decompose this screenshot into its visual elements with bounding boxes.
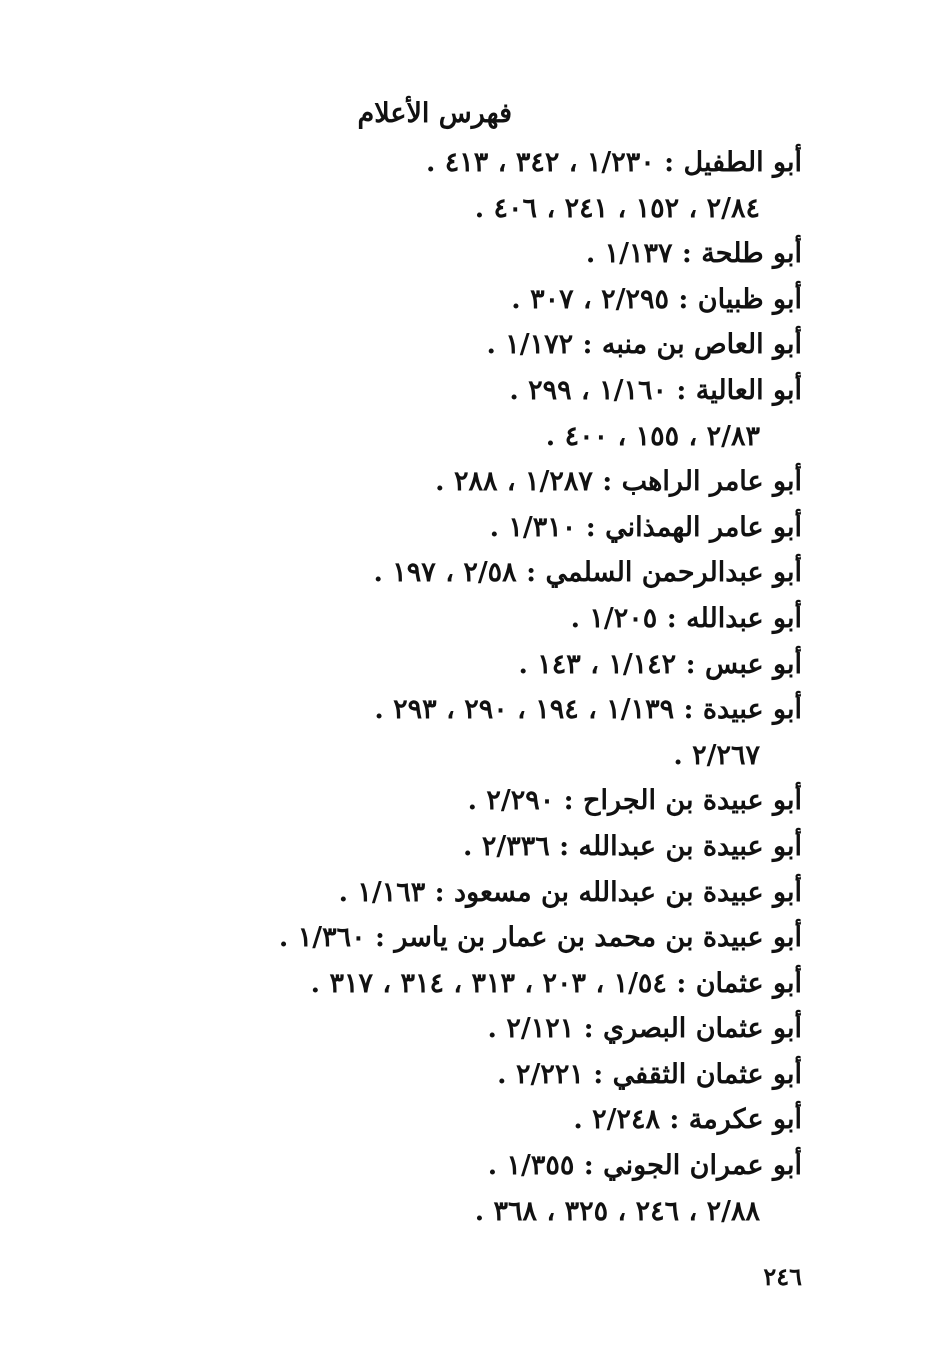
index-entry: أبو ظبيان : ٢/٢٩٥ ، ٣٠٧ . [511,283,802,315]
index-entry-continuation: ٢/٢٦٧ . [673,739,760,771]
index-entry: أبو عبس : ١/١٤٢ ، ١٤٣ . [518,648,802,680]
index-entry: أبو العالية : ١/١٦٠ ، ٢٩٩ . [509,374,802,406]
page-title: فهرس الأعلام [357,98,512,129]
index-entry: أبو عمران الجوني : ١/٣٥٥ . [487,1150,802,1182]
index-entry: أبو عثمان : ١/٥٤ ، ٢٠٣ ، ٣١٣ ، ٣١٤ ، ٣١٧ . [310,967,802,999]
index-entry: أبو عبدالرحمن السلمي : ٢/٥٨ ، ١٩٧ . [373,557,802,589]
index-entry: أبو عامر الراهب : ١/٢٨٧ ، ٢٨٨ . [435,466,802,498]
index-entry: أبو عبيدة بن الجراح : ٢/٢٩٠ . [467,785,802,817]
index-entries-list [102,140,802,1234]
index-entry-continuation: ٢/٨٣ ، ١٥٥ ، ٤٠٠ . [545,420,760,452]
index-entry: أبو عكرمة : ٢/٢٤٨ . [573,1104,802,1136]
index-entry: أبو عبيدة بن عبدالله : ٢/٣٣٦ . [463,830,802,862]
index-entry: أبو العاص بن منبه : ١/١٧٢ . [486,329,802,361]
index-entry: أبو الطفيل : ١/٢٣٠ ، ٣٤٢ ، ٤١٣ . [425,147,802,178]
index-entry: أبو عبدالله : ١/٢٠٥ . [570,602,802,634]
index-entry: أبو عبيدة بن محمد بن عمار بن ياسر : ١/٣٦٠ . [278,922,802,954]
index-entry: أبو عثمان البصري : ٢/١٢١ . [487,1013,802,1045]
index-entry-continuation: ٢/٨٨ ، ٢٤٦ ، ٣٢٥ ، ٣٦٨ . [474,1195,760,1227]
index-entry-continuation: ٢/٨٤ ، ١٥٢ ، ٢٤١ ، ٤٠٦ . [474,192,760,224]
page-number: ٢٤٦ [763,1262,802,1291]
index-entry: أبو عامر الهمذاني : ١/٣١٠ . [489,511,802,543]
index-entry: أبو طلحة : ١/١٣٧ . [585,238,802,270]
index-entry: أبو عبيدة : ١/١٣٩ ، ١٩٤ ، ٢٩٠ ، ٢٩٣ . [374,694,802,726]
index-entry: أبو عبيدة بن عبدالله بن مسعود : ١/١٦٣ . [338,876,802,908]
index-entry: أبو عثمان الثقفي : ٢/٢٢١ . [497,1058,802,1090]
